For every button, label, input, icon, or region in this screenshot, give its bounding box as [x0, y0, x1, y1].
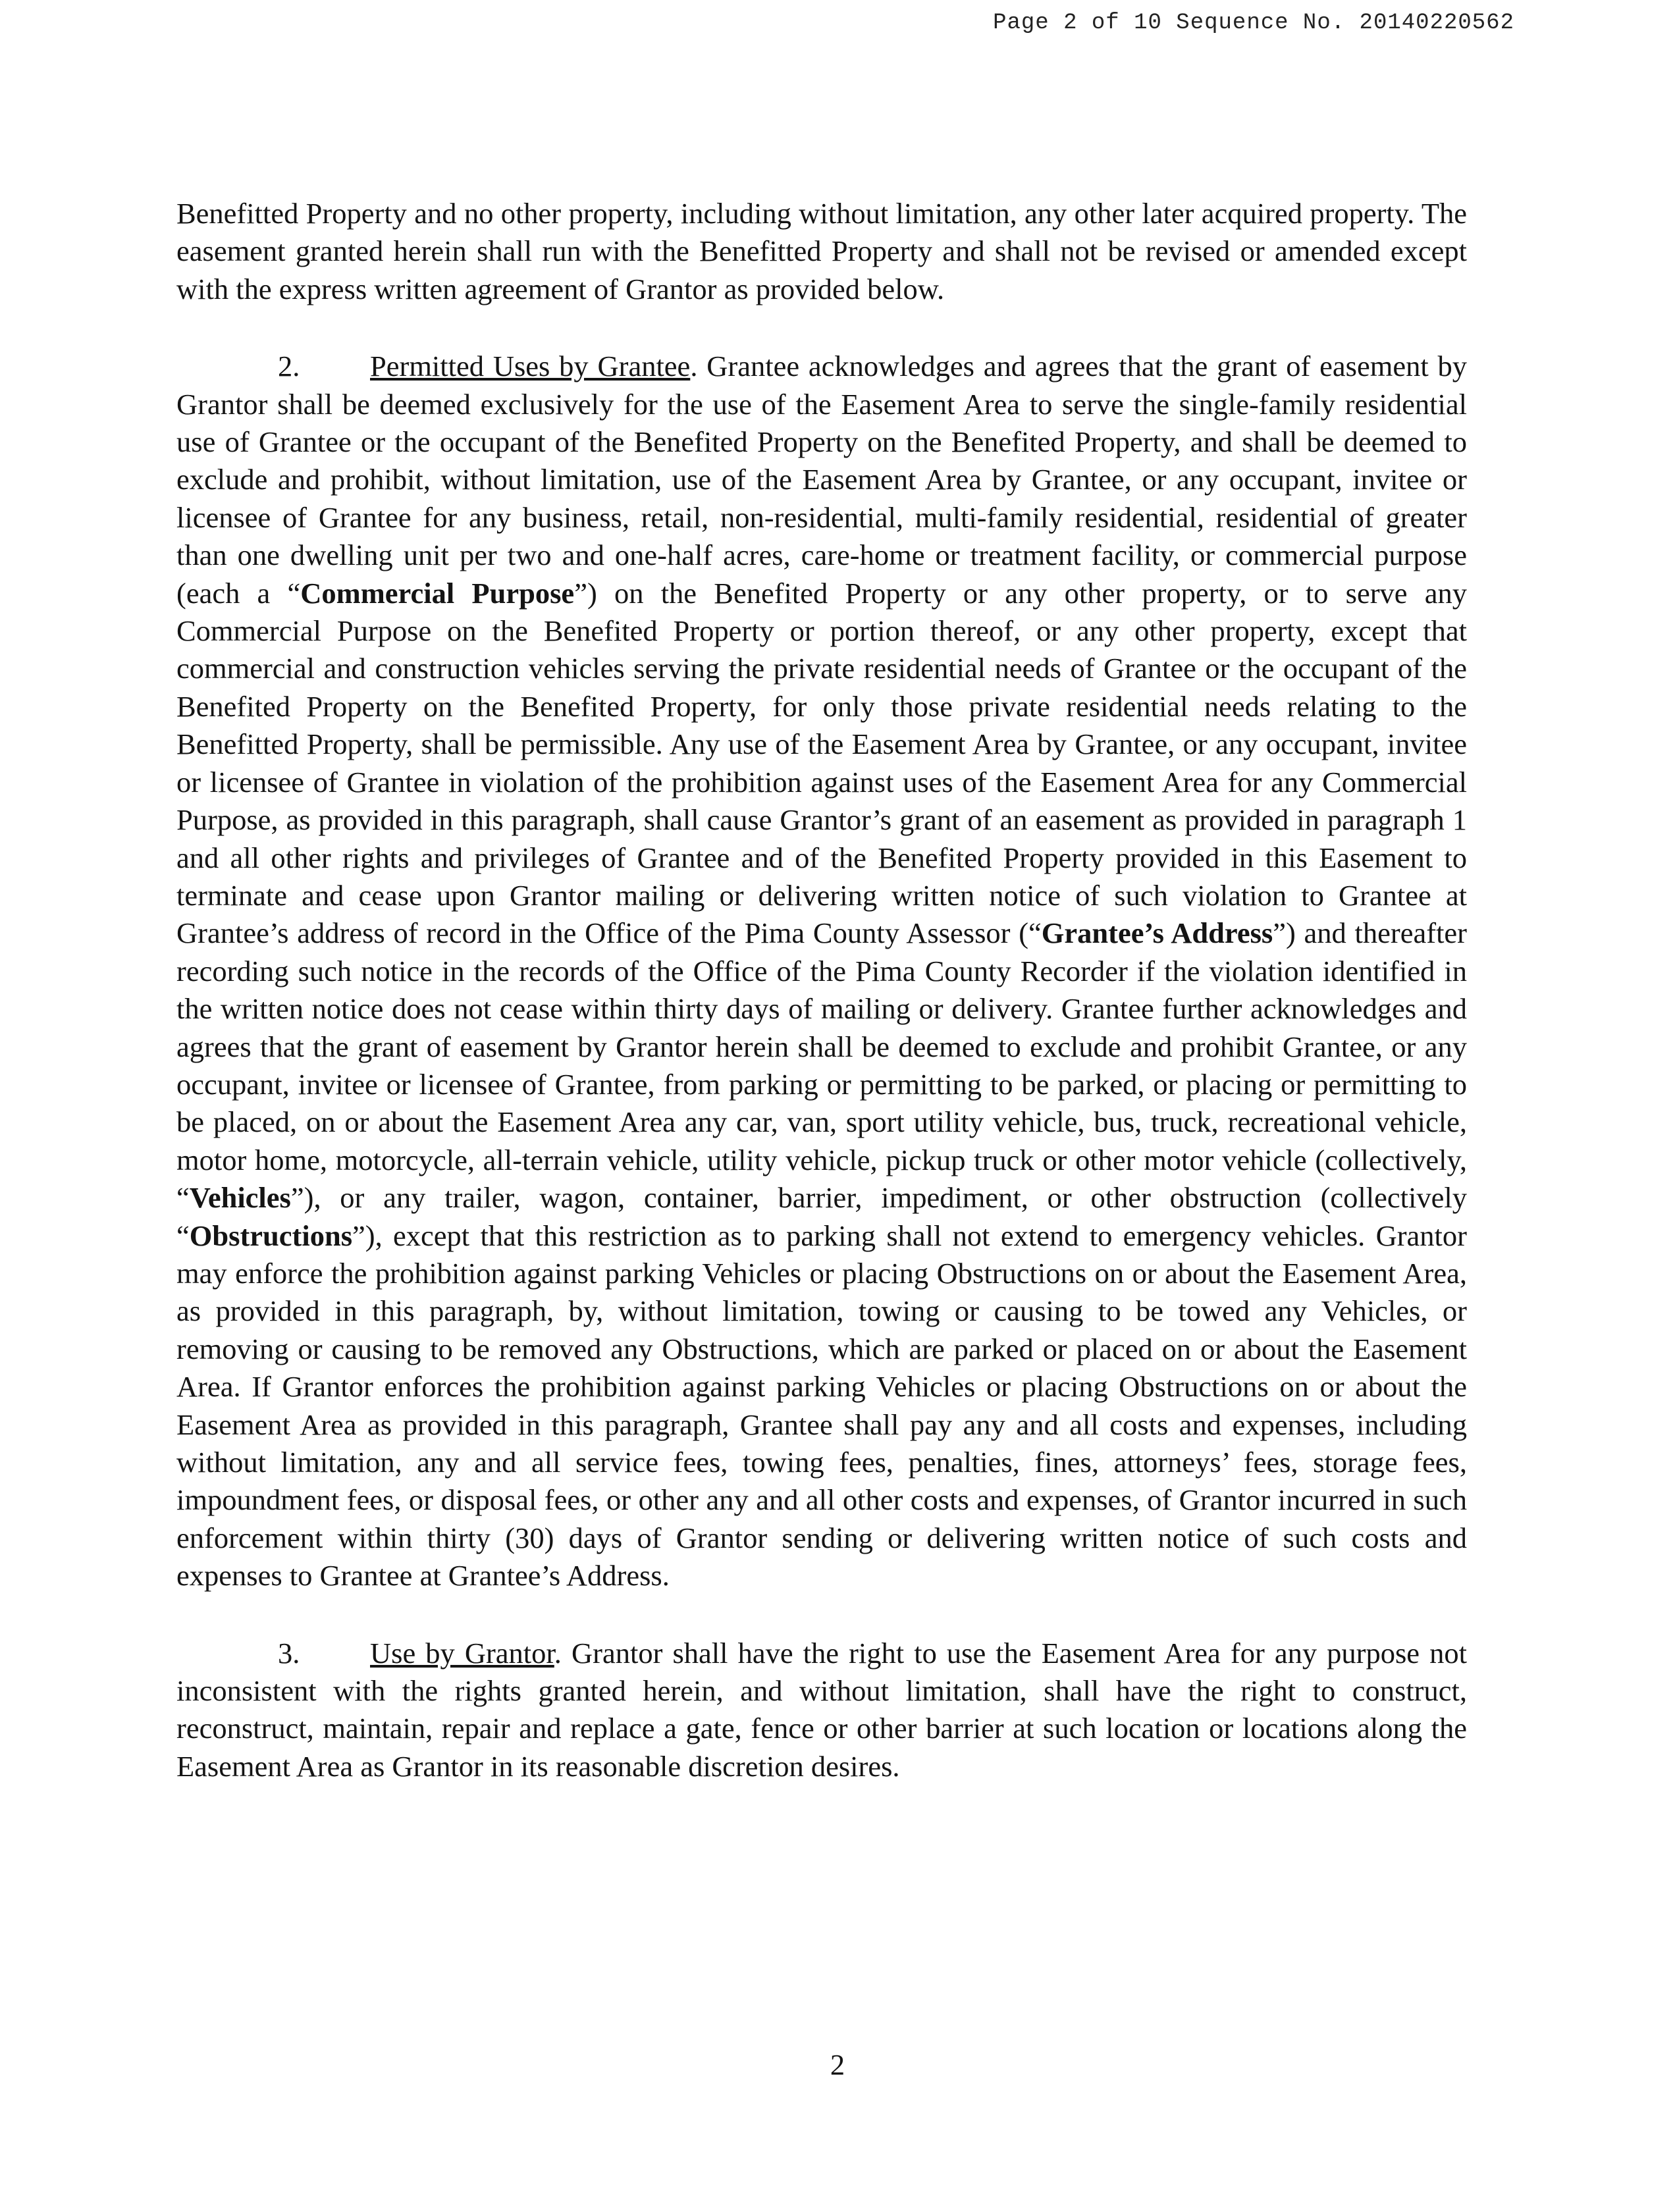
defined-term-commercial-purpose: Commercial Purpose	[300, 576, 575, 610]
section-2-text-part-5: ”), except that this restriction as to parking shall not extend to emergency vehicles. Grantor may enforce the prohibition against parking Vehicles or placing Obstructions on or about the Easement Area, as provided in this paragraph, by, without limitation, towing or causing to be towed any Vehicles, or removing or causing to be removed any Obstructions, which are parked or placed on or about the Easement Area. If Grantor enforces the prohibition against parking Vehicles or placing Obstructions on or about the Easement Area as provided in this paragraph, Grantee shall pay any and all costs and expenses, including without limitation, any and all service fees, towing fees, penalties, fines, attorneys’ fees, storage fees, impoundment fees, or disposal fees, or other any and all other costs and expenses, of Grantor incurred in such enforcement within thirty (30) days of Grantor sending or delivering written notice of such costs and expenses to Grantee at Grantee’s Address.	[176, 1219, 1467, 1593]
section-3-heading: Use by Grantor	[370, 1636, 554, 1670]
section-3-paragraph	[176, 1635, 1467, 1786]
section-2-text-part-4: ”), or any trailer, wagon, container, barrier, impediment, or other obstruction (collectively “	[176, 1181, 1467, 1252]
section-2-paragraph	[176, 348, 1467, 1594]
page-number: 2	[830, 2048, 845, 2081]
section-2-text-part-2: ”) on the Benefited Property or any other property, or to serve any Commercial Purpose on the Benefited Property or portion thereof, or any other property, except that commercial and construction vehicles serving the private residential needs of Grantee or the occupant of the Benefited Property on the Benefited Property, for only those private residential needs relating to the Benefitted Property, shall be permissible. Any use of the Easement Area by Grantee, or any occupant, invitee or licensee of Grantee in violation of the prohibition against uses of the Easement Area for any Commercial Purpose, as provided in this paragraph, shall cause Grantor’s grant of an easement as provided in paragraph 1 and all other rights and privileges of Grantee and of the Benefited Property provided in this Easement to terminate and cease upon Grantor mailing or delivering written notice of such violation to Grantee at Grantee’s address of record in the Office of the Pima County Assessor (“	[176, 576, 1468, 950]
section-3-number: 3.	[278, 1636, 300, 1670]
continuation-paragraph	[176, 195, 1467, 308]
page-header: Page 2 of 10 Sequence No. 20140220562	[993, 11, 1514, 36]
section-2-number: 2.	[278, 350, 300, 383]
defined-term-grantees-address: Grantee’s Address	[1041, 916, 1273, 950]
section-3-text: . Grantor shall have the right to use the Easement Area for any purpose not inconsistent with the rights granted herein, and without limitation, shall have the right to construct, reconstruct, maintain, repair and replace a gate, fence or other barrier at such location or locations along the Easement Area as Grantor in its reasonable discretion desires.	[176, 1636, 1467, 1783]
section-2-text-part-1: . Grantee acknowledges and agrees that the grant of easement by Grantor shall be deemed exclusively for the use of the Easement Area to serve the single-family residential use of Grantee or the occupant of the Benefited Property on the Benefited Property, and shall be deemed to exclude and prohibit, without limitation, use of the Easement Area by Grantee, or any occupant, invitee or licensee of Grantee for any business, retail, non-residential, multi-family residential, residential of greater than one dwelling unit per two and one-half acres, care-home or treatment facility, or commercial purpose (each a “	[176, 350, 1467, 610]
document-body	[176, 195, 1467, 1825]
section-2-text-part-3: ”) and thereafter recording such notice in the records of the Office of the Pima County Recorder if the violation identified in the written notice does not cease within thirty days of mailing or delivery. Grantee further acknowledges and agrees that the grant of easement by Grantor herein shall be deemed to exclude and prohibit Grantee, or any occupant, invitee or licensee of Grantee, from parking or permitting to be parked, or placing or permitting to be placed, on or about the Easement Area any car, van, sport utility vehicle, bus, truck, recreational vehicle, motor home, motorcycle, all-terrain vehicle, utility vehicle, pickup truck or other motor vehicle (collectively, “	[176, 916, 1467, 1215]
defined-term-obstructions: Obstructions	[189, 1219, 353, 1252]
defined-term-vehicles: Vehicles	[189, 1181, 291, 1215]
section-2-heading: Permitted Uses by Grantee	[370, 350, 691, 383]
continuation-text: Benefitted Property and no other property, including without limitation, any other later acquired property. The easement granted herein shall run with the Benefitted Property and shall not be revised or amended except with the express written agreement of Grantor as provided below.	[176, 197, 1467, 305]
